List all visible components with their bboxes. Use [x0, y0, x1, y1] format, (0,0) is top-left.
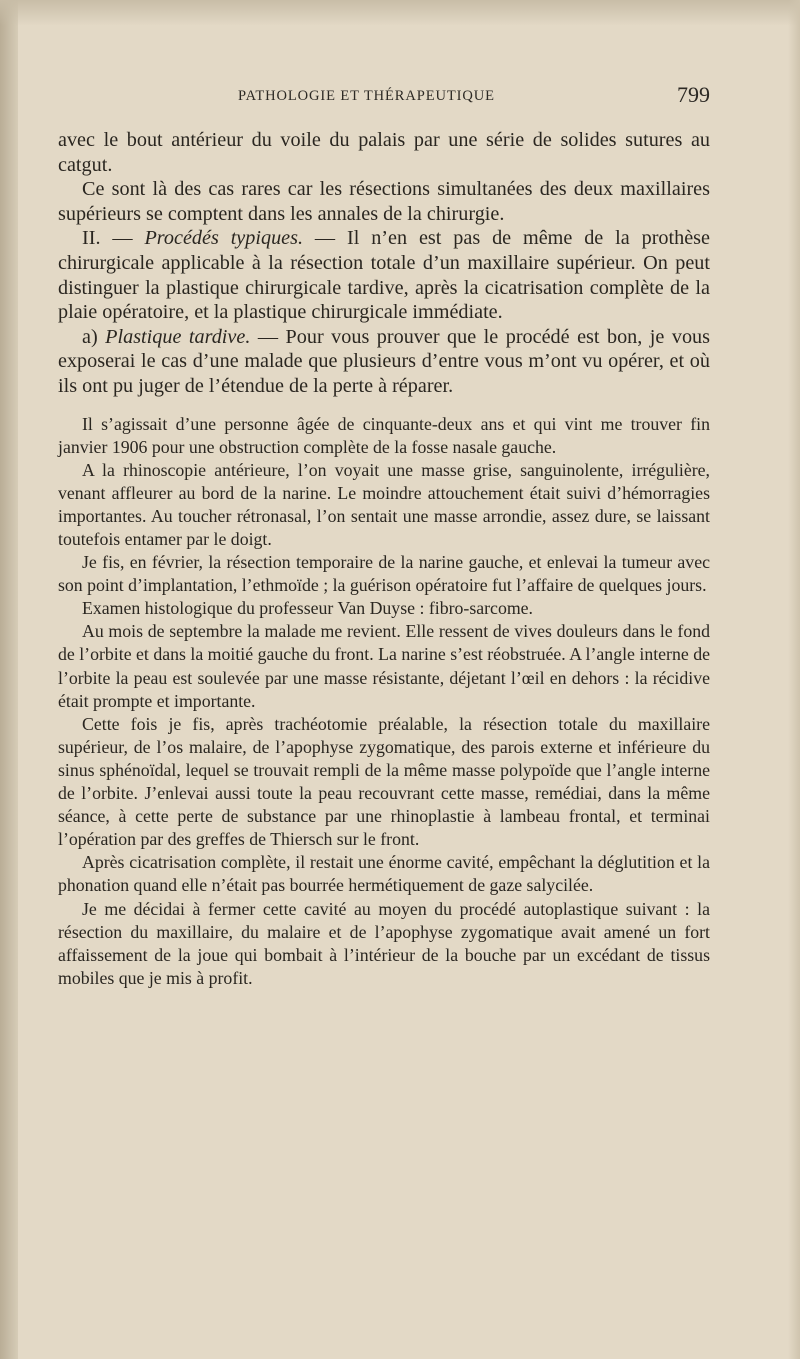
section-heading: Procédés typiques. [144, 227, 304, 250]
running-head: PATHOLOGIE ET THÉRAPEUTIQUE [238, 88, 495, 104]
case-paragraph: Je me décidai à fermer cette cavité au moyen du procédé autoplastique suivant : la résection du maxillaire, du malaire et de l’apophyse zygomatique avait amené un fort affaissement de la joue qui bombait à l’intérieur de la bouche par un excédant de tissus mobiles que je mis à profit. [58, 898, 710, 988]
case-paragraph: Cette fois je fis, après trachéotomie préalable, la résection totale du maxillaire supérieur, de l’os malaire, de l’apophyse zygomatique, des parois externe et inférieure du sinus sphénoïdal, lequel se trouvait rempli de la même masse polypoïde que l’angle interne de l’orbite. J’enlevai aussi toute la peau recouvrant cette masse, remédiai, dans la même séance, à cette perte de substance par une rhinoplastie à lambeau frontal, et terminai l’opération par des greffes de Thiersch sur le front. [58, 713, 710, 850]
case-paragraph: Il s’agissait d’une personne âgée de cinquante-deux ans et qui vint me trouver fin janvier 1906 pour une obstruction complète de la fosse nasale gauche. [58, 413, 710, 457]
scan-shadow-top [0, 0, 800, 26]
paragraph-rare-cases: Ce sont là des cas rares car les résections simultanées des deux maxillaires supérieurs se comptent dans les annales de la chirurgie. [58, 178, 710, 225]
page-header [58, 80, 710, 114]
section-number: II. — [82, 227, 145, 250]
paragraph-continuation: avec le bout antérieur du voile du palais par une série de solides sutures au catgut. [58, 129, 710, 176]
paragraph-late-plastic [58, 325, 710, 399]
case-report [58, 413, 710, 990]
subsection-heading: Plastique tardive. [105, 325, 251, 348]
page-number: 799 [677, 82, 710, 107]
case-paragraph: Au mois de septembre la malade me revient. Elle ressent de vives douleurs dans le fond de l’orbite et dans la moitié gauche du front. La narine s’est réobstruée. A l’angle interne de l’orbite la peau est soulevée par une masse résistante, déjetant l’œil en dehors : la récidive était prompte et importante. [58, 621, 710, 711]
book-page [58, 80, 710, 990]
section-text: — Il n’en est pas de même de la prothèse chirurgicale applicable à la résection totale d’un maxillaire supérieur. On peut distinguer la plastique chirurgicale tardive, après la cicatrisation complète de la plaie opératoire, et la plastique chirurgicale immédiate. [58, 227, 710, 324]
scan-shadow-right [788, 0, 800, 1359]
scan-shadow-left [0, 0, 18, 1359]
subsection-letter: a) [82, 325, 106, 348]
case-paragraph: Je fis, en février, la résection temporaire de la narine gauche, et enlevai la tumeur avec son point d’implantation, l’ethmoïde ; la guérison opératoire fut l’affaire de quelques jours. [58, 552, 710, 596]
paragraph-typical-procedures [58, 226, 710, 324]
subsection-text: — Pour vous prouver que le procédé est bon, je vous exposerai le cas d’une malade que plusieurs d’entre vous m’ont vu opérer, et où ils ont pu juger de l’étendue de la perte à réparer. [58, 325, 710, 397]
main-text [58, 128, 710, 399]
case-paragraph: A la rhinoscopie antérieure, l’on voyait une masse grise, sanguinolente, irrégulière, venant affleurer au bord de la narine. Le moindre attouchement était suivi d’hémorragies importantes. Au toucher rétronasal, l’on sentait une masse arrondie, assez dure, se laissant toutefois entamer par le doigt. [58, 459, 710, 549]
case-paragraph: Examen histologique du professeur Van Duyse : fibro-sarcome. [82, 598, 534, 619]
case-paragraph: Après cicatrisation complète, il restait une énorme cavité, empêchant la déglutition et la phonation quand elle n’était pas bourrée hermétiquement de gaze salycilée. [58, 852, 710, 896]
